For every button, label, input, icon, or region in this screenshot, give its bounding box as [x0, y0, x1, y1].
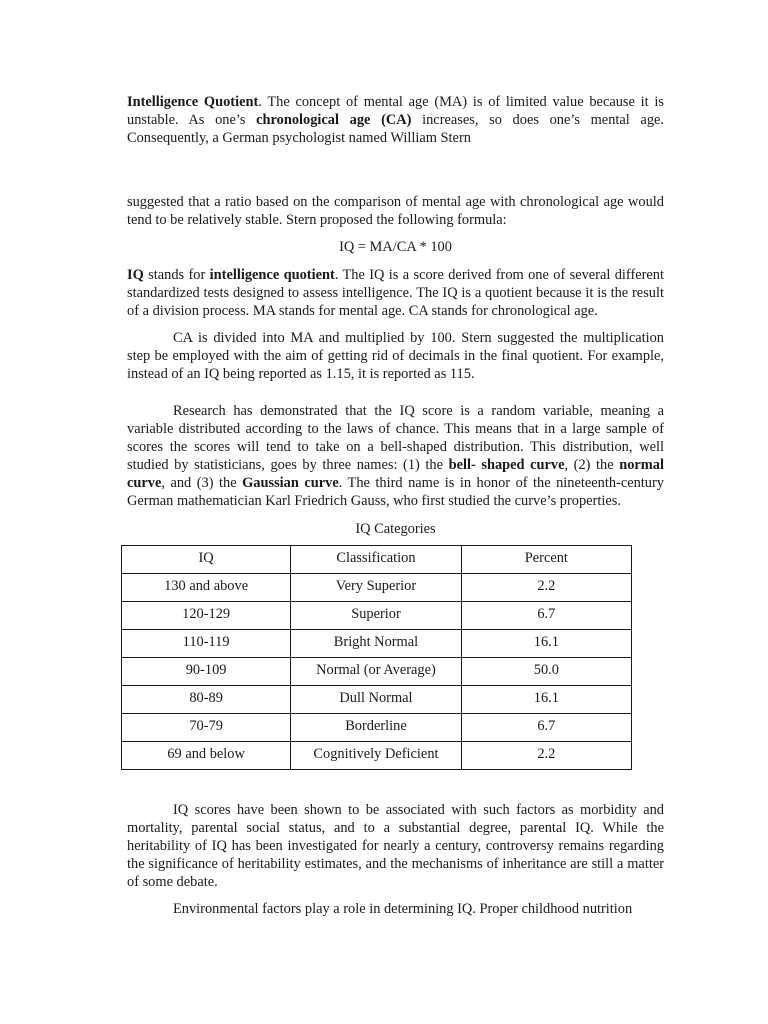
cell-classification: Bright Normal: [291, 630, 461, 658]
cell-classification: Dull Normal: [291, 686, 461, 714]
header-iq: IQ: [122, 546, 291, 574]
table-header-row: [122, 546, 632, 574]
term-intelligence-quotient: Intelligence Quotient: [127, 94, 259, 110]
cell-iq: 130 and above: [122, 574, 291, 602]
header-classification: Classification: [291, 546, 461, 574]
cell-iq: 120-129: [122, 602, 291, 630]
term-intelligence-quotient-2: intelligence quotient: [209, 267, 335, 283]
term-gaussian-curve: Gaussian curve: [242, 475, 339, 491]
cell-iq: 69 and below: [122, 742, 291, 770]
cell-percent: 50.0: [461, 658, 631, 686]
header-percent: Percent: [461, 546, 631, 574]
cell-classification: Very Superior: [291, 574, 461, 602]
cell-percent: 2.2: [461, 574, 631, 602]
table-row: [122, 630, 632, 658]
table-row: [122, 686, 632, 714]
term-iq: IQ: [127, 267, 144, 283]
table-title: IQ Categories: [355, 521, 436, 537]
table-row: [122, 742, 632, 770]
table-row: [122, 658, 632, 686]
paragraph-environmental: Environmental factors play a role in determining IQ. Proper childhood nutrition: [173, 901, 633, 917]
cell-percent: 6.7: [461, 602, 631, 630]
paragraph-distribution: Research has demonstrated that the IQ score is a random variable, meaning a variable distributed according to the laws of chance. This means that in a large sample of scores the scores will tend to take on a bell-shaped distribution. This distribution, well studied by statisticians, goes by three names: (1) the bell- shaped curve, (2) the normal curve, and (3) the Gaussian curve. The third name is in honor of the nineteenth-century German mathematician Karl Friedrich Gauss, who first studied the curve’s properties.: [127, 403, 664, 509]
cell-classification: Superior: [291, 602, 461, 630]
paragraph-multiplication: CA is divided into MA and multiplied by 100. Stern suggested the multiplication step be employed with the aim of getting rid of decimals in the final quotient. For example, instead of an IQ being reported as 1.15, it is reported as 115.: [127, 330, 664, 382]
term-normal-curve: normal curve: [127, 457, 664, 491]
table-row: [122, 574, 632, 602]
cell-percent: 16.1: [461, 686, 631, 714]
iq-formula: IQ = MA/CA * 100: [339, 239, 452, 255]
table-row: [122, 602, 632, 630]
cell-classification: Borderline: [291, 714, 461, 742]
cell-percent: 16.1: [461, 630, 631, 658]
iq-categories-table: [121, 545, 632, 770]
table-row: [122, 714, 632, 742]
cell-iq: 70-79: [122, 714, 291, 742]
cell-percent: 2.2: [461, 742, 631, 770]
cell-classification: Cognitively Deficient: [291, 742, 461, 770]
term-bell-shaped-curve: bell- shaped curve: [448, 457, 565, 473]
paragraph-stern-ratio: suggested that a ratio based on the comparison of mental age with chronological age would tend to be relatively stable. Stern proposed the following formula:: [127, 194, 664, 228]
paragraph-heritability: IQ scores have been shown to be associated with such factors as morbidity and mortality, parental social status, and to a substantial degree, parental IQ. While the heritability of IQ has been investigated for nearly a century, controversy remains regarding the significance of heritability estimates, and the mechanisms of inheritance are still a matter of some debate.: [127, 802, 664, 890]
cell-iq: 110-119: [122, 630, 291, 658]
paragraph-intro: Intelligence Quotient. The concept of mental age (MA) is of limited value because it is unstable. As one’s chronological age (CA) increases, so does one’s mental age. Consequently, a German psychologist named William Stern: [127, 94, 664, 146]
paragraph-iq-definition: IQ stands for intelligence quotient. The IQ is a score derived from one of several different standardized tests designed to assess intelligence. The IQ is a quotient because it is the result of a division process. MA stands for mental age. CA stands for chronological age.: [127, 267, 665, 319]
cell-classification: Normal (or Average): [291, 658, 461, 686]
cell-iq: 90-109: [122, 658, 291, 686]
cell-iq: 80-89: [122, 686, 291, 714]
document-page: [127, 93, 664, 918]
cell-percent: 6.7: [461, 714, 631, 742]
term-chronological-age: chronological age (CA): [256, 112, 412, 128]
